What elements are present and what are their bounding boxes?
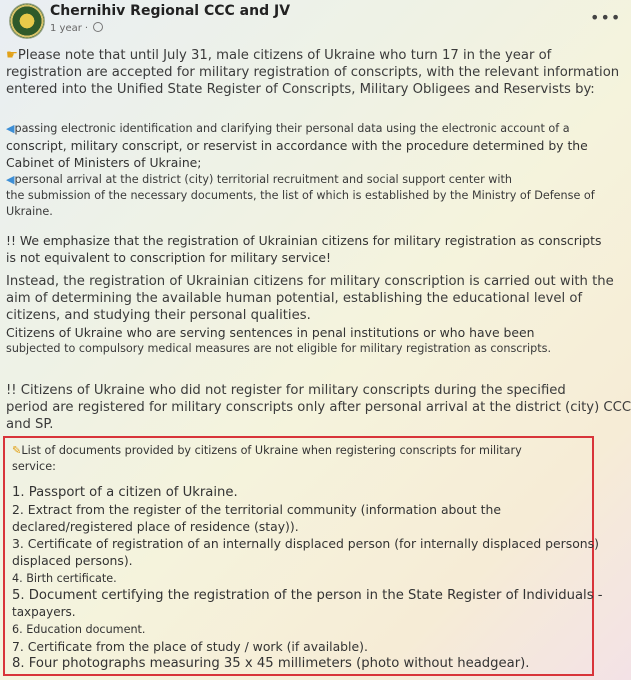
document-item: 4. Birth certificate. [12,572,117,585]
post-header [0,0,622,42]
documents-heading: ✎List of documents provided by citizens of Ukraine when registering conscripts for military service: [12,444,522,473]
bullet-personal-arrival: ◀personal arrival at the district (city) territorial recruitment and social support center with the submission of the necessary documents, the list of which is established by the Ministry of Defense of Ukraine. [6,173,595,218]
meta-separator: · [84,23,89,34]
document-item: 3. Certificate of registration of an internally displaced person (for internally displaced persons) displaced persons). [12,536,599,568]
document-item: 5. Document certifying the registration of the person in the State Register of Individuals - taxpayers. [12,588,603,619]
document-item: 7. Certificate from the place of study / work (if available). [12,639,368,654]
emphasis-paragraph: !! We emphasize that the registration of Ukrainian citizens for military registration as conscripts is not equivalent to conscription for military service! [6,233,602,265]
pointing-hand-icon: ☛ [6,48,18,63]
penal-paragraph: Citizens of Ukraine who are serving sentences in penal institutions or who have been subjected to compulsory medical measures are not eligible for military registration as conscripts. [6,325,552,355]
post-time[interactable]: 1 year [50,23,82,34]
document-item: 6. Education document. [12,623,146,636]
bullet-electronic-id: ◀passing electronic identification and clarifying their personal data using the electronic account of a conscript, military conscript, or reservist in accordance with the procedure determined by the Cabinet of Ministers of Ukraine; [6,122,588,170]
document-item: 2. Extract from the register of the territorial community (information about the declared/registered place of residence (stay)). [12,502,501,534]
blue-triangle-icon: ◀ [6,122,15,135]
more-options-button[interactable]: ••• [590,8,622,27]
documents-list-box [3,436,603,676]
late-registration-paragraph: !! Citizens of Ukraine who did not register for military conscripts during the specified period are registered for military conscripts only after personal arrival at the district (city) CCC and SP. [6,383,631,432]
post-meta [50,22,103,34]
document-item: 1. Passport of a citizen of Ukraine. [12,485,238,500]
document-item: 8. Four photographs measuring 35 x 45 millimeters (photo without headgear). [12,656,530,671]
globe-icon [93,22,103,32]
page-avatar[interactable] [10,4,44,38]
intro-paragraph: ☛Please note that until July 31, male citizens of Ukraine who turn 17 in the year of registration are accepted for military registration of conscripts, with the relevant information entered into the Unified State Register of Conscripts, Military Obligees and Reservists by: [6,48,620,97]
post-author[interactable]: Chernihiv Regional CCC and JV [50,3,291,19]
instead-paragraph: Instead, the registration of Ukrainian citizens for military conscription is carried out with the aim of determining the available human potential, establishing the educational level of citizens, and studying their personal qualities. [6,274,614,323]
pencil-icon: ✎ [12,444,22,457]
blue-triangle-icon: ◀ [6,173,15,186]
